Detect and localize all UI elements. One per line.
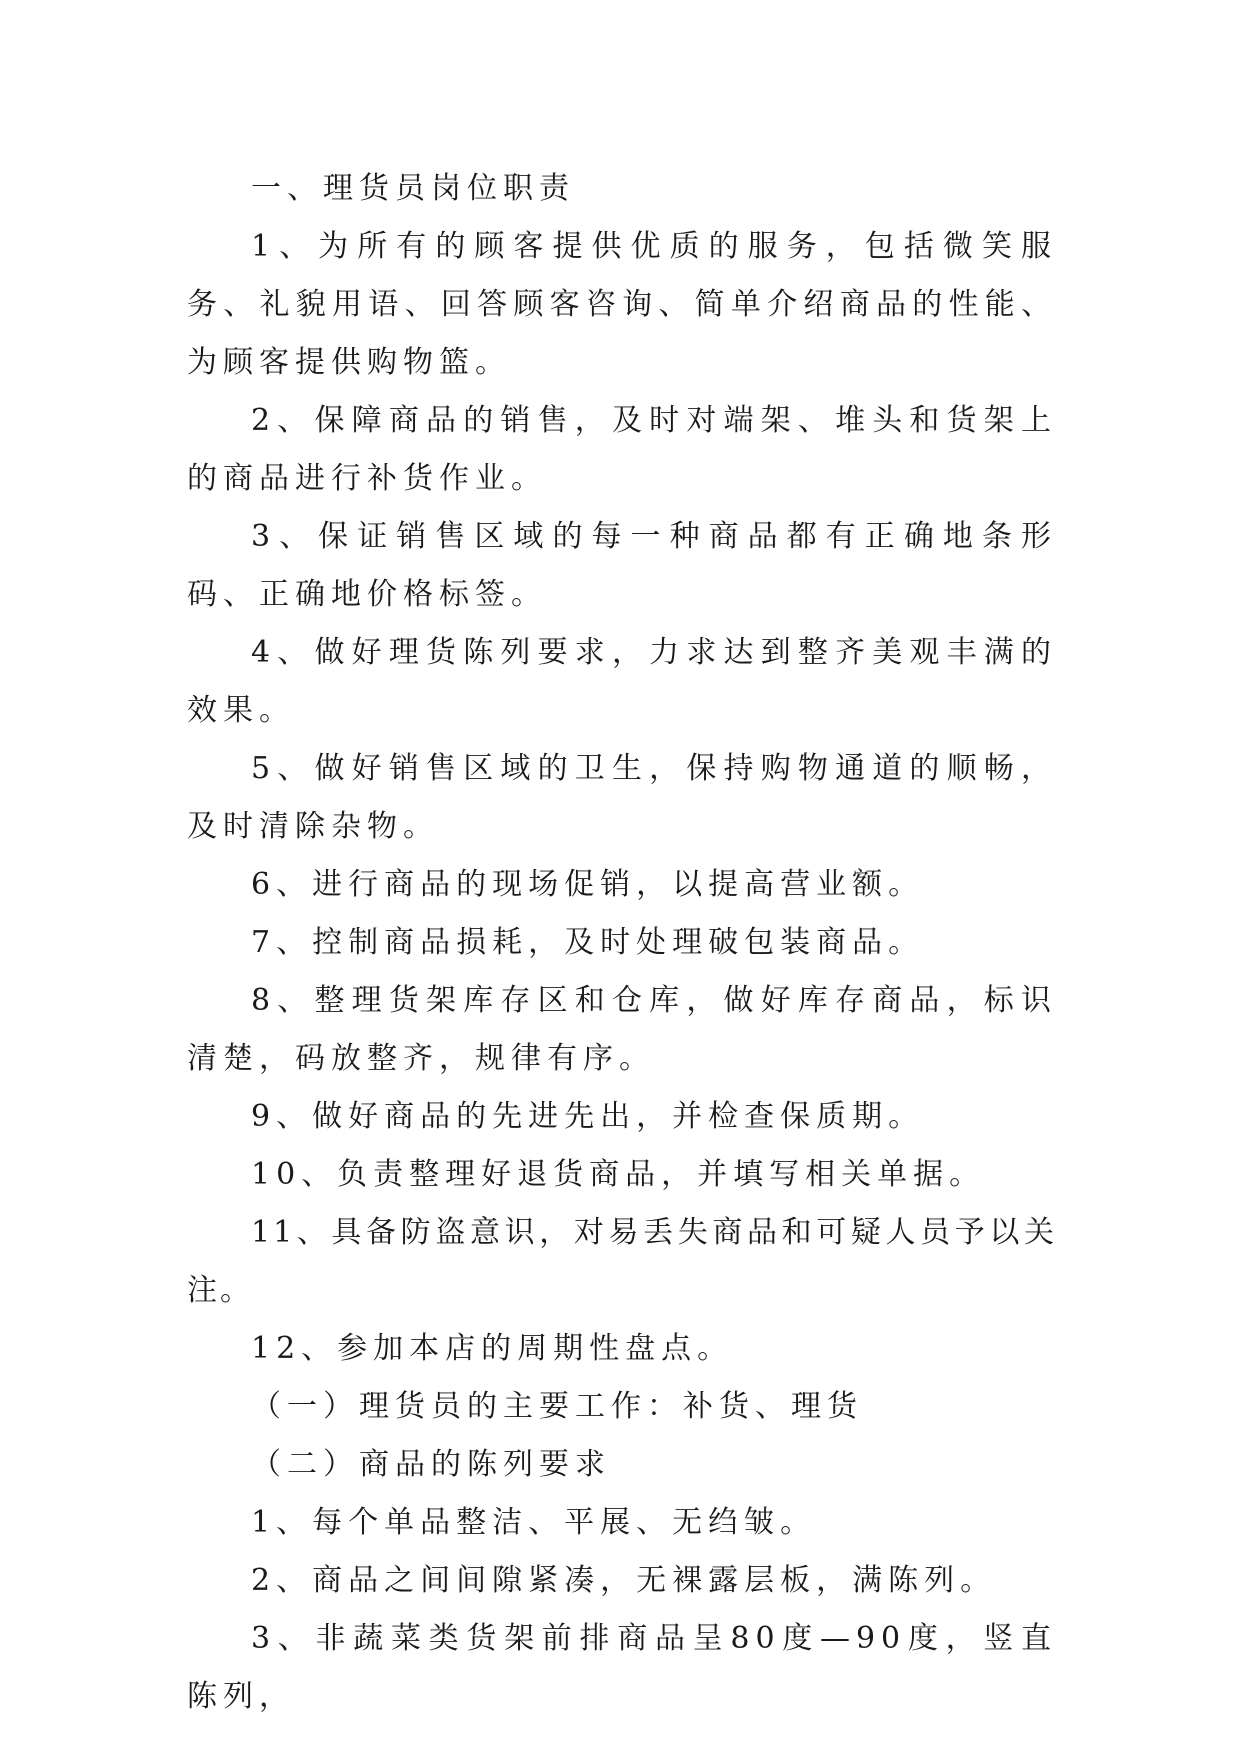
duty-item-2: 2、保障商品的销售，及时对端架、堆头和货架上的商品进行补货作业。: [187, 403, 1057, 496]
display-item-3: 3、非蔬菜类货架前排商品呈80度—90度，竖直陈列，: [187, 1621, 1057, 1714]
duty-item-11: 11、具备防盗意识，对易丢失商品和可疑人员予以关注。: [187, 1215, 1057, 1308]
duty-item-6: 6、进行商品的现场促销，以提高营业额。: [251, 867, 925, 902]
display-item-1: 1、每个单品整洁、平展、无绉皱。: [251, 1505, 817, 1540]
duty-item-9: 9、做好商品的先进先出，并检查保质期。: [251, 1099, 925, 1134]
subsection-heading-2: （二）商品的陈列要求: [251, 1447, 611, 1482]
section-heading: 一、理货员岗位职责: [251, 171, 575, 206]
duty-item-1: 1、为所有的顾客提供优质的服务，包括微笑服务、礼貌用语、回答顾客咨询、简单介绍商品的性能、为顾客提供购物篮。: [187, 229, 1057, 380]
document-body: [187, 160, 1057, 1726]
duty-item-5: 5、做好销售区域的卫生，保持购物通道的顺畅，及时清除杂物。: [187, 751, 1057, 844]
duty-item-7: 7、控制商品损耗，及时处理破包装商品。: [251, 925, 925, 960]
subsection-heading-1: （一）理货员的主要工作：补货、理货: [251, 1389, 863, 1424]
duty-item-10: 10、负责整理好退货商品，并填写相关单据。: [251, 1157, 986, 1192]
display-item-2: 2、商品之间间隙紧凑，无裸露层板，满陈列。: [251, 1563, 997, 1598]
duty-item-4: 4、做好理货陈列要求，力求达到整齐美观丰满的效果。: [187, 635, 1057, 728]
duty-item-3: 3、保证销售区域的每一种商品都有正确地条形码、正确地价格标签。: [187, 519, 1057, 612]
duty-item-8: 8、整理货架库存区和仓库，做好库存商品，标识清楚，码放整齐，规律有序。: [187, 983, 1057, 1076]
duty-item-12: 12、参加本店的周期性盘点。: [251, 1331, 734, 1366]
